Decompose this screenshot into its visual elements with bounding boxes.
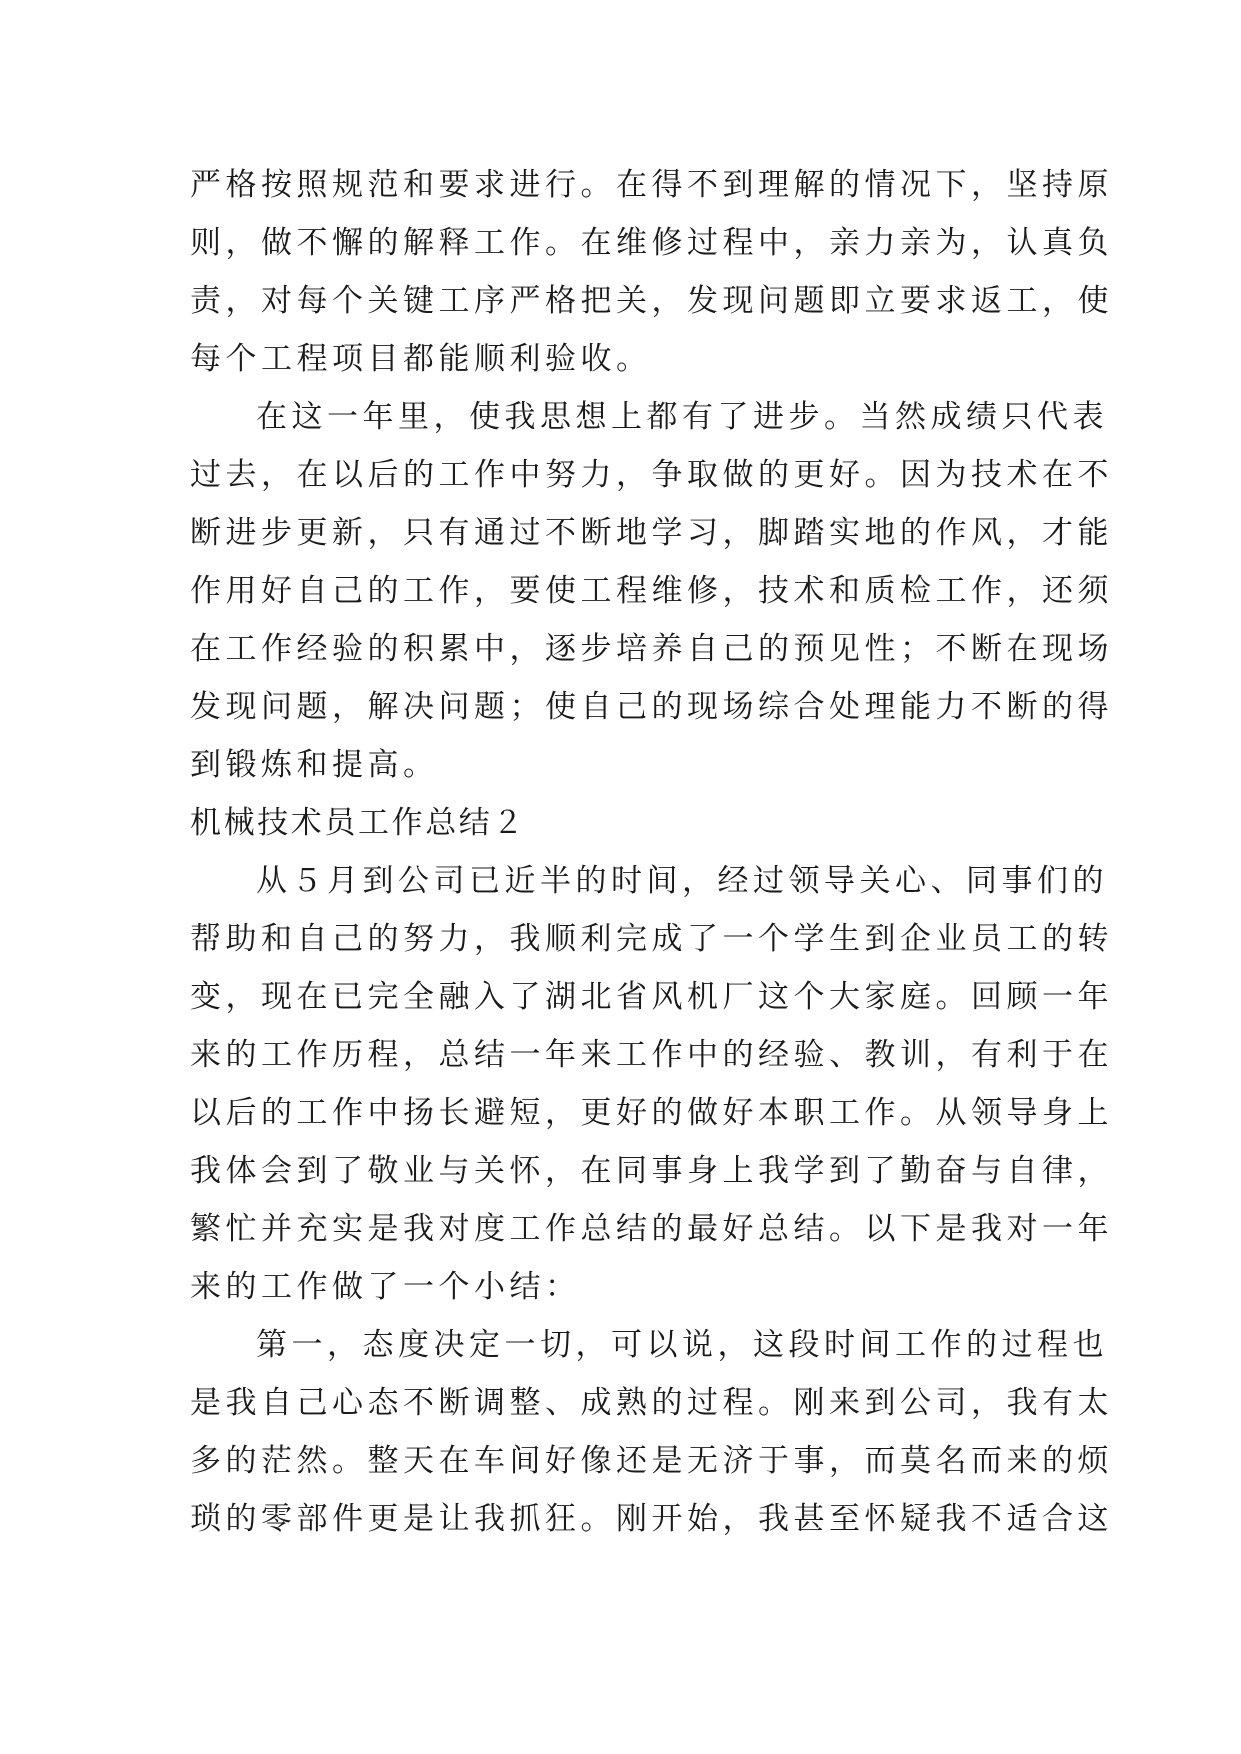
paragraph-line: 作用好自己的工作，要使工程维修，技术和质检工作，还须: [190, 573, 1113, 609]
paragraph-line: 帮助和自己的努力，我顺利完成了一个学生到企业员工的转: [190, 921, 1113, 957]
paragraph-line: 变，现在已完全融入了湖北省风机厂这个大家庭。回顾一年: [190, 979, 1113, 1015]
paragraph-line: 我体会到了敬业与关怀，在同事身上我学到了勤奋与自律，: [190, 1153, 1113, 1189]
paragraph-line: 是我自己心态不断调整、成熟的过程。刚来到公司，我有太: [190, 1385, 1113, 1421]
section-heading: 机械技术员工作总结２: [190, 805, 526, 841]
paragraph-line: 断进步更新，只有通过不断地学习，脚踏实地的作风，才能: [190, 515, 1113, 551]
paragraph-line: 以后的工作中扬长避短，更好的做好本职工作。从领导身上: [190, 1095, 1113, 1131]
paragraph-line: 过去，在以后的工作中努力，争取做的更好。因为技术在不: [190, 457, 1113, 493]
paragraph-line: 发现问题，解决问题；使自己的现场综合处理能力不断的得: [190, 689, 1113, 725]
paragraph-line: 则，做不懈的解释工作。在维修过程中，亲力亲为，认真负: [190, 225, 1113, 261]
paragraph-line: 琐的零部件更是让我抓狂。刚开始，我甚至怀疑我不适合这: [190, 1501, 1113, 1537]
paragraph-line: 来的工作做了一个小结：: [190, 1269, 581, 1305]
paragraph-line: 来的工作历程，总结一年来工作中的经验、教训，有利于在: [190, 1037, 1113, 1073]
paragraph-line: 每个工程项目都能顺利验收。: [190, 341, 652, 377]
paragraph-line: 多的茫然。整天在车间好像还是无济于事，而莫名而来的烦: [190, 1443, 1113, 1479]
paragraph-line: 责，对每个关键工序严格把关，发现问题即立要求返工，使: [190, 283, 1113, 319]
paragraph-line: 到锻炼和提高。: [190, 747, 439, 783]
paragraph-line: 在这一年里，使我思想上都有了进步。当然成绩只代表: [256, 399, 1108, 435]
document-body: [190, 156, 1113, 1548]
paragraph-line: 在工作经验的积累中，逐步培养自己的预见性；不断在现场: [190, 631, 1113, 667]
paragraph-line: 从５月到公司已近半的时间，经过领导关心、同事们的: [256, 863, 1108, 899]
paragraph-line: 严格按照规范和要求进行。在得不到理解的情况下，坚持原: [190, 167, 1113, 203]
paragraph-line: 繁忙并充实是我对度工作总结的最好总结。以下是我对一年: [190, 1211, 1113, 1247]
paragraph-line: 第一，态度决定一切，可以说，这段时间工作的过程也: [256, 1327, 1108, 1363]
